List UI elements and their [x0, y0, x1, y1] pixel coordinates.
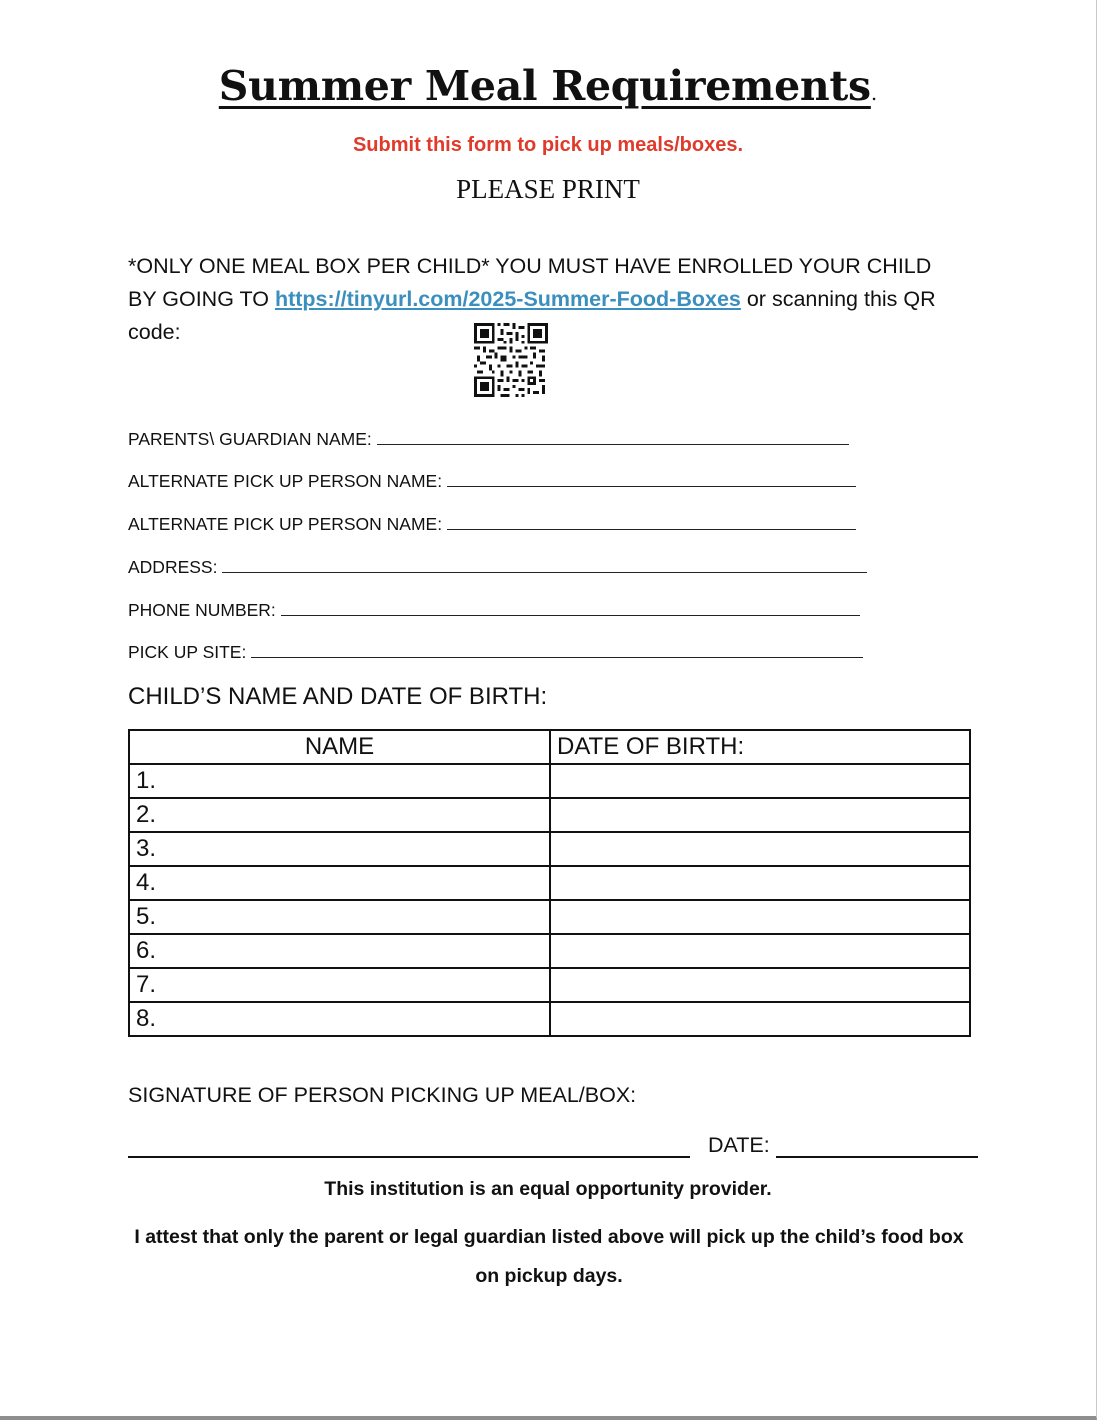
table-row	[129, 1002, 970, 1036]
please-print-note: PLEASE PRINT	[456, 174, 640, 204]
signature-line[interactable]	[128, 1130, 690, 1158]
child-dob-cell[interactable]	[550, 832, 970, 866]
child-dob-cell[interactable]	[550, 968, 970, 1002]
signature-date-row	[128, 1130, 978, 1158]
signature-label: SIGNATURE OF PERSON PICKING UP MEAL/BOX:	[128, 1083, 637, 1107]
alternate-pickup-1-field[interactable]	[128, 468, 856, 492]
child-name-cell[interactable]: 3.	[129, 832, 550, 866]
guardian-name-label: PARENTS\ GUARDIAN NAME:	[128, 429, 377, 449]
phone-label: PHONE NUMBER:	[128, 600, 281, 620]
child-dob-cell[interactable]	[550, 900, 970, 934]
title-block	[0, 62, 1096, 110]
intro-text-before: *ONLY ONE MEAL BOX PER CHILD* YOU MUST HAVE ENROLLED YOUR CHILD BY GOING TO	[128, 254, 932, 311]
dob-column-header: DATE OF BIRTH:	[550, 730, 970, 764]
address-label: ADDRESS:	[128, 557, 223, 577]
date-line[interactable]	[776, 1130, 978, 1158]
equal-opportunity-statement: This institution is an equal opportunity provider.	[324, 1178, 772, 1200]
child-dob-cell[interactable]	[550, 934, 970, 968]
child-name-cell[interactable]: 7.	[129, 968, 550, 1002]
child-name-cell[interactable]: 6.	[129, 934, 550, 968]
pickup-site-label: PICK UP SITE:	[128, 642, 252, 662]
child-name-cell[interactable]: 2.	[129, 798, 550, 832]
child-dob-cell[interactable]	[550, 866, 970, 900]
alternate-pickup-2-label: ALTERNATE PICK UP PERSON NAME:	[128, 514, 447, 534]
table-row	[129, 968, 970, 1002]
intro-text-after: or scanning this QR code:	[128, 287, 936, 344]
table-row	[129, 764, 970, 798]
alternate-pickup-2-field[interactable]	[128, 511, 856, 535]
alternate-pickup-2-blank[interactable]	[447, 511, 856, 530]
name-column-header: NAME	[129, 730, 550, 764]
child-dob-cell[interactable]	[550, 764, 970, 798]
children-table	[128, 729, 971, 1037]
children-heading: CHILD’S NAME AND DATE OF BIRTH:	[128, 683, 548, 710]
address-blank[interactable]	[222, 554, 867, 573]
alternate-pickup-1-label: ALTERNATE PICK UP PERSON NAME:	[128, 471, 447, 491]
child-dob-cell[interactable]	[550, 798, 970, 832]
child-name-cell[interactable]: 5.	[129, 900, 550, 934]
table-row	[129, 866, 970, 900]
date-label: DATE:	[707, 1133, 776, 1157]
attestation-statement: I attest that only the parent or legal guardian listed above will pick up the child’s food box on pickup days.	[134, 1226, 964, 1287]
table-row	[129, 798, 970, 832]
guardian-name-blank[interactable]	[377, 426, 849, 445]
child-name-cell[interactable]: 4.	[129, 866, 550, 900]
table-row	[129, 900, 970, 934]
address-field[interactable]	[128, 554, 867, 578]
pickup-site-field[interactable]	[128, 639, 863, 663]
child-dob-cell[interactable]	[550, 1002, 970, 1036]
page-title: Summer Meal Requirements	[218, 62, 871, 110]
table-header-row	[129, 730, 970, 764]
table-row	[129, 934, 970, 968]
child-name-cell[interactable]: 1.	[129, 764, 550, 798]
table-row	[129, 832, 970, 866]
enrollment-link[interactable]: https://tinyurl.com/2025-Summer-Food-Boxes	[274, 287, 741, 311]
submit-instruction: Submit this form to pick up meals/boxes.	[352, 134, 744, 156]
phone-blank[interactable]	[281, 597, 860, 616]
title-period: .	[870, 81, 878, 105]
guardian-name-field[interactable]	[128, 426, 849, 450]
child-name-cell[interactable]: 8.	[129, 1002, 550, 1036]
pickup-site-blank[interactable]	[251, 639, 863, 658]
phone-field[interactable]	[128, 597, 860, 621]
alternate-pickup-1-blank[interactable]	[447, 468, 856, 487]
qr-code-icon[interactable]	[473, 323, 549, 397]
